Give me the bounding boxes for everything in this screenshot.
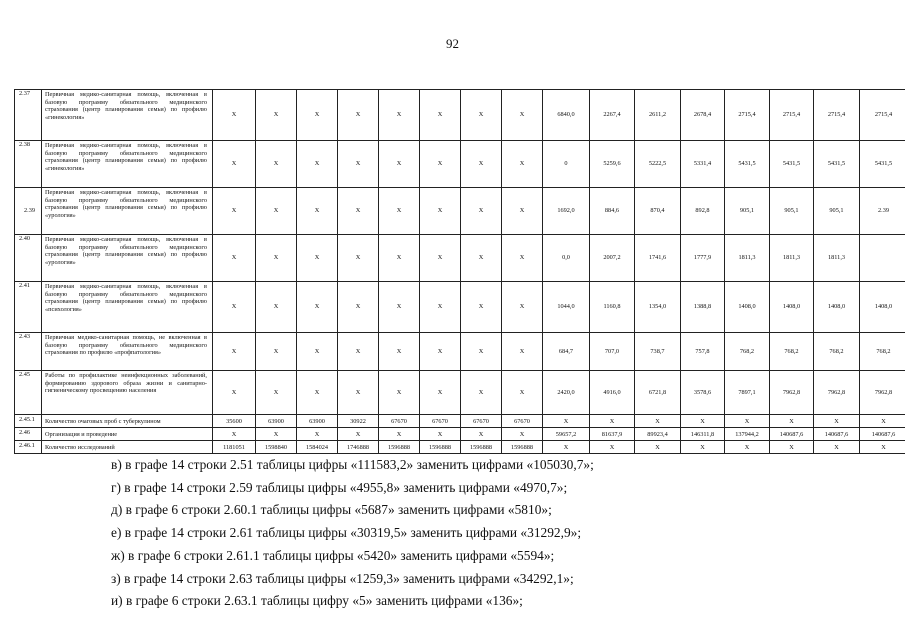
table-cell: 1596888 bbox=[502, 441, 543, 454]
table-cell: X bbox=[338, 371, 379, 415]
row-number: 2.46 bbox=[15, 428, 42, 441]
table-cell: X bbox=[681, 441, 725, 454]
table-cell: 1596888 bbox=[379, 441, 420, 454]
table-cell: X bbox=[461, 141, 502, 188]
table-row bbox=[15, 333, 905, 371]
table-cell: X bbox=[256, 428, 297, 441]
table-cell: 684,7 bbox=[543, 333, 590, 371]
table-cell: 1746888 bbox=[338, 441, 379, 454]
table-cell: X bbox=[297, 333, 338, 371]
table-cell: 5331,4 bbox=[681, 141, 725, 188]
table-cell: 67670 bbox=[420, 415, 461, 428]
table-cell: X bbox=[338, 428, 379, 441]
table-body bbox=[15, 90, 905, 454]
table-cell: X bbox=[590, 441, 635, 454]
table-cell: 2420,0 bbox=[543, 371, 590, 415]
row-number: 2.43 bbox=[15, 333, 42, 371]
table-cell: X bbox=[860, 415, 905, 428]
table-cell: X bbox=[379, 282, 420, 333]
table-cell: 5431,5 bbox=[770, 141, 814, 188]
table-row bbox=[15, 441, 905, 454]
table-row bbox=[15, 235, 905, 282]
row-name: Первичная медико-санитарная помощь, включенная в базовую программу обязательного медицинского страхования (центр планирования семьи) по профилю «гинекология» bbox=[42, 141, 213, 188]
table-cell: X bbox=[814, 441, 860, 454]
table-cell: X bbox=[590, 415, 635, 428]
table-cell: 6721,8 bbox=[635, 371, 681, 415]
row-number: 2.38 bbox=[15, 141, 42, 188]
table-cell: X bbox=[420, 141, 461, 188]
table-cell: X bbox=[297, 428, 338, 441]
table-cell: X bbox=[213, 282, 256, 333]
table-cell: X bbox=[461, 235, 502, 282]
row-name: Количество исследований bbox=[42, 441, 213, 454]
table-cell: X bbox=[420, 371, 461, 415]
table-cell: X bbox=[213, 333, 256, 371]
table-cell: X bbox=[297, 90, 338, 141]
table-cell: 1044,0 bbox=[543, 282, 590, 333]
table-cell: X bbox=[502, 188, 543, 235]
table-cell: X bbox=[379, 188, 420, 235]
table-row bbox=[15, 90, 905, 141]
table-cell: X bbox=[256, 188, 297, 235]
amendment-item: в) в графе 14 строки 2.51 таблицы цифры «111583,2» заменить цифрами «105030,7»; bbox=[111, 457, 594, 472]
table-cell: 757,8 bbox=[681, 333, 725, 371]
table-cell: 137944,2 bbox=[725, 428, 770, 441]
table-cell: 2715,4 bbox=[814, 90, 860, 141]
table-cell: 2267,4 bbox=[590, 90, 635, 141]
table-cell: 7962,8 bbox=[860, 371, 905, 415]
table-cell: X bbox=[420, 282, 461, 333]
table-cell: 0,0 bbox=[543, 235, 590, 282]
amendment-item: з) в графе 14 строки 2.63 таблицы цифры «1259,3» заменить цифрами «34292,1»; bbox=[111, 570, 574, 586]
table-cell: 892,8 bbox=[681, 188, 725, 235]
table-cell: X bbox=[461, 333, 502, 371]
table-cell: 63900 bbox=[297, 415, 338, 428]
row-name: Первичная медико-санитарная помощь, включенная в базовую программу обязательного медицинского страхования (центр планирования семьи) по профилю «урология» bbox=[42, 235, 213, 282]
table-cell: 67670 bbox=[379, 415, 420, 428]
table-cell: X bbox=[461, 90, 502, 141]
table-cell: 768,2 bbox=[860, 333, 905, 371]
table-cell: X bbox=[420, 188, 461, 235]
table-cell: X bbox=[297, 141, 338, 188]
table-cell: 4916,0 bbox=[590, 371, 635, 415]
table-cell: X bbox=[297, 235, 338, 282]
table-row bbox=[15, 428, 905, 441]
table-cell: X bbox=[379, 371, 420, 415]
table-cell: 81637,9 bbox=[590, 428, 635, 441]
table-cell: 7962,8 bbox=[770, 371, 814, 415]
table-cell: 2007,2 bbox=[590, 235, 635, 282]
table-cell: 2715,4 bbox=[860, 90, 905, 141]
table-cell: 1777,9 bbox=[681, 235, 725, 282]
table-cell: X bbox=[256, 333, 297, 371]
table-cell: 1388,8 bbox=[681, 282, 725, 333]
amendment-item: ж) в графе 6 строки 2.61.1 таблицы цифры «5420» заменить цифрами «5594»; bbox=[111, 547, 555, 563]
table-cell: X bbox=[502, 371, 543, 415]
table-cell: X bbox=[379, 235, 420, 282]
table-cell: X bbox=[338, 282, 379, 333]
table-cell: 67670 bbox=[502, 415, 543, 428]
amendment-item: д) в графе 6 строки 2.60.1 таблицы цифры «5687» заменить цифрами «5810»; bbox=[111, 502, 552, 518]
table-cell: X bbox=[502, 282, 543, 333]
table-cell: X bbox=[256, 141, 297, 188]
table-cell: X bbox=[635, 441, 681, 454]
table-cell: 140687,6 bbox=[860, 428, 905, 441]
table-cell: 1408,0 bbox=[814, 282, 860, 333]
table-cell: 7897,1 bbox=[725, 371, 770, 415]
table-cell: X bbox=[338, 333, 379, 371]
table-cell: X bbox=[502, 141, 543, 188]
table-cell: 1596888 bbox=[420, 441, 461, 454]
table-cell: X bbox=[725, 415, 770, 428]
table-cell: 768,2 bbox=[725, 333, 770, 371]
table-cell: X bbox=[681, 415, 725, 428]
table-cell: X bbox=[814, 415, 860, 428]
row-number: 2.45 bbox=[15, 371, 42, 415]
table-cell: 1408,0 bbox=[860, 282, 905, 333]
table-cell: X bbox=[860, 441, 905, 454]
table-cell: X bbox=[420, 428, 461, 441]
table-cell: 1408,0 bbox=[770, 282, 814, 333]
table-cell: X bbox=[502, 333, 543, 371]
table-cell: X bbox=[256, 282, 297, 333]
table-cell: 1354,0 bbox=[635, 282, 681, 333]
amendment-item: е) в графе 14 строки 2.61 таблицы цифры «30319,5» заменить цифрами «31292,9»; bbox=[111, 525, 582, 541]
data-table bbox=[14, 89, 905, 454]
table-cell: 1811,3 bbox=[770, 235, 814, 282]
table-cell: X bbox=[213, 90, 256, 141]
table-cell: 1741,6 bbox=[635, 235, 681, 282]
table-row bbox=[15, 282, 905, 333]
table-cell: X bbox=[338, 188, 379, 235]
table-cell: 2715,4 bbox=[725, 90, 770, 141]
table-cell: 768,2 bbox=[814, 333, 860, 371]
table-row bbox=[15, 141, 905, 188]
row-name: Первичная медико-санитарная помощь, включенная в базовую программу обязательного медицинского страхования (центр планирования семьи) по профилю «урология» bbox=[42, 188, 213, 235]
table-cell: 1811,3 bbox=[814, 235, 860, 282]
table-cell: 2715,4 bbox=[770, 90, 814, 141]
table-cell: 905,1 bbox=[770, 188, 814, 235]
amendments-list bbox=[111, 454, 594, 613]
table-cell: X bbox=[338, 141, 379, 188]
table-cell: 5431,5 bbox=[725, 141, 770, 188]
table-cell: 768,2 bbox=[770, 333, 814, 371]
table-cell: 738,7 bbox=[635, 333, 681, 371]
row-name: Количество очаговых проб с туберкулином bbox=[42, 415, 213, 428]
table-cell: 1692,0 bbox=[543, 188, 590, 235]
table-cell: X bbox=[379, 90, 420, 141]
table-cell: X bbox=[213, 141, 256, 188]
table-row bbox=[15, 188, 905, 235]
table-cell: 5222,5 bbox=[635, 141, 681, 188]
row-number: 2.39 bbox=[15, 188, 42, 235]
table-cell: X bbox=[502, 90, 543, 141]
table-cell: X bbox=[420, 333, 461, 371]
page-number: 92 bbox=[446, 36, 459, 51]
table-cell: 1596888 bbox=[461, 441, 502, 454]
table-cell: X bbox=[297, 188, 338, 235]
amendment-item: и) в графе 6 строки 2.63.1 таблицы цифру «5» заменить цифрами «136»; bbox=[111, 593, 523, 609]
row-name: Первичная медико-санитарная помощь, включенная в базовую программу обязательного медицинского страхования (центр планирования семьи) по профилю «гинекология» bbox=[42, 90, 213, 141]
table-cell: X bbox=[256, 235, 297, 282]
table-cell: 35600 bbox=[213, 415, 256, 428]
table-cell: 5431,5 bbox=[814, 141, 860, 188]
table-cell: 1598840 bbox=[256, 441, 297, 454]
table-cell: 0 bbox=[543, 141, 590, 188]
table-cell: 3578,6 bbox=[681, 371, 725, 415]
table-cell: 707,0 bbox=[590, 333, 635, 371]
table-cell: 905,1 bbox=[814, 188, 860, 235]
table-cell: 89923,4 bbox=[635, 428, 681, 441]
row-name: Организация и проведение bbox=[42, 428, 213, 441]
table-cell: X bbox=[461, 371, 502, 415]
table-cell: 59657,2 bbox=[543, 428, 590, 441]
row-number: 2.41 bbox=[15, 282, 42, 333]
table-cell: X bbox=[420, 235, 461, 282]
table-cell bbox=[860, 235, 905, 282]
table-cell: X bbox=[770, 415, 814, 428]
table-cell: X bbox=[338, 90, 379, 141]
table-cell: 5431,5 bbox=[860, 141, 905, 188]
table-cell: X bbox=[770, 441, 814, 454]
table-row bbox=[15, 371, 905, 415]
table-cell: 6840,0 bbox=[543, 90, 590, 141]
table-cell: X bbox=[256, 90, 297, 141]
row-number: 2.45.1 bbox=[15, 415, 42, 428]
amendment-item: г) в графе 14 строки 2.59 таблицы цифры «4955,8» заменить цифрами «4970,7»; bbox=[111, 479, 568, 495]
table-cell: 5259,6 bbox=[590, 141, 635, 188]
row-name: Первичная медико-санитарная помощь, не включенная в базовую программу обязательного медицинского страхования по профилю «профпатология» bbox=[42, 333, 213, 371]
table-cell: X bbox=[543, 441, 590, 454]
table-cell: 63900 bbox=[256, 415, 297, 428]
table-cell: 2678,4 bbox=[681, 90, 725, 141]
table-cell: 884,6 bbox=[590, 188, 635, 235]
table-cell: 2.39 bbox=[860, 188, 905, 235]
table-cell: 1584024 bbox=[297, 441, 338, 454]
table-cell: X bbox=[461, 428, 502, 441]
row-name: Работы по профилактике неинфекционных заболеваний, формированию здорового образа жизни и санитарно-гигиеническому просвещению населения bbox=[42, 371, 213, 415]
table-cell: 67670 bbox=[461, 415, 502, 428]
table-cell: 30922 bbox=[338, 415, 379, 428]
table-cell: X bbox=[725, 441, 770, 454]
table-cell: X bbox=[379, 333, 420, 371]
table-cell: 140687,6 bbox=[814, 428, 860, 441]
row-name: Первичная медико-санитарная помощь, включенная в базовую программу обязательного медицинского страхования (центр планирования семьи) по профилю «психология» bbox=[42, 282, 213, 333]
table-cell: X bbox=[461, 188, 502, 235]
table-cell: X bbox=[256, 371, 297, 415]
table-cell: X bbox=[635, 415, 681, 428]
table-cell: 870,4 bbox=[635, 188, 681, 235]
table-cell: X bbox=[420, 90, 461, 141]
table-cell: X bbox=[543, 415, 590, 428]
table-row bbox=[15, 415, 905, 428]
row-number: 2.40 bbox=[15, 235, 42, 282]
table-cell: X bbox=[502, 235, 543, 282]
table-cell: 2611,2 bbox=[635, 90, 681, 141]
table-cell: X bbox=[297, 371, 338, 415]
table-cell: 140687,6 bbox=[770, 428, 814, 441]
table-cell: 905,1 bbox=[725, 188, 770, 235]
table-cell: X bbox=[502, 428, 543, 441]
table-cell: 1160,8 bbox=[590, 282, 635, 333]
row-number: 2.37 bbox=[15, 90, 42, 141]
table-cell: X bbox=[461, 282, 502, 333]
table-cell: 1408,0 bbox=[725, 282, 770, 333]
table-cell: X bbox=[213, 371, 256, 415]
table-cell: 1811,3 bbox=[725, 235, 770, 282]
table-cell: X bbox=[213, 188, 256, 235]
table-cell: 7962,8 bbox=[814, 371, 860, 415]
table-cell: X bbox=[379, 428, 420, 441]
table-cell: X bbox=[297, 282, 338, 333]
table-cell: X bbox=[213, 235, 256, 282]
table-cell: 146311,8 bbox=[681, 428, 725, 441]
table-cell: X bbox=[379, 141, 420, 188]
table-cell: 1181051 bbox=[213, 441, 256, 454]
row-number: 2.46.1 bbox=[15, 441, 42, 454]
table-cell: X bbox=[338, 235, 379, 282]
table-cell: X bbox=[213, 428, 256, 441]
